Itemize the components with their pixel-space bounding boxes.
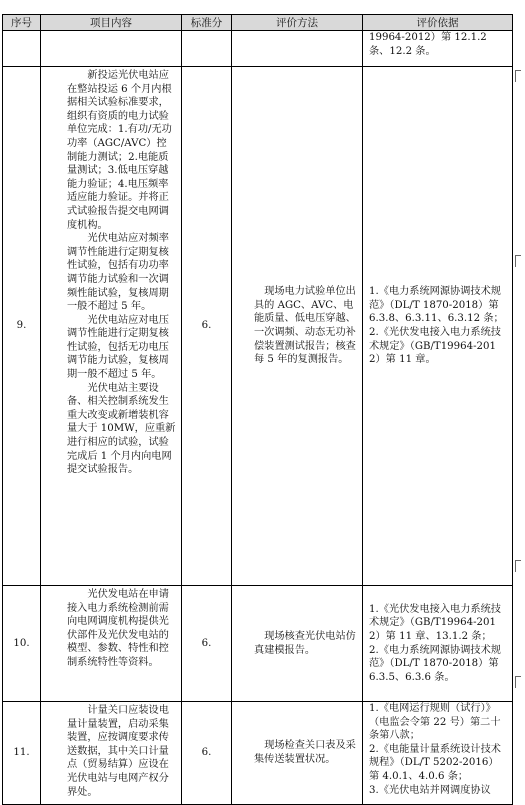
- item-content-cell: [41, 702, 182, 805]
- header-content: 项目内容: [41, 15, 182, 31]
- row-number: 11.: [3, 702, 41, 805]
- content-paragraph: 新投运光伏电站应在整站投运 6 个月内根据相关试验标准要求，组织有资质的电力试验单位完成：1.有功/无功功率（AGC/AVC）控制能力测试；2.电能质量测试；3.低电压穿越能力验证；4.电压频率适应能力验证。并将正式试验报告提交电网调度机构。: [67, 70, 172, 231]
- method-paragraph: 现场电力试验单位出具的 AGC、AVC、电能质量、低电压穿越、一次调频、动态无功补偿装置测试报告；核查每 5 年的复测报告。: [254, 286, 356, 366]
- content-paragraph: 光伏电站应对频率调节性能进行定期复核性试验，包括有功功率调节能力试验和一次调频性能试验，复核周期一般不超过 5 年。: [67, 233, 169, 313]
- basis-paragraph: 1.《电网运行规则（试行）》（电监会令第 22 号）第二十条第八款；: [369, 703, 501, 742]
- basis-paragraph: 1.《光伏发电接入电力系统技术规定》（GB/T19964-2012）第 11 章、13.1.2 条；: [369, 603, 501, 642]
- content-paragraph: 光伏电站应对电压调节性能进行定期复核性试验，包括无功电压调节能力试验，复核周期一般不超过 5 年。: [67, 314, 169, 381]
- basis-paragraph: 2.《电能量计量系统设计技术规程》（DL/T 5202-2016）第 4.0.1、4.0.6 条；: [369, 743, 501, 782]
- standard-score: [182, 31, 232, 67]
- table-header-row: [3, 15, 513, 31]
- evaluation-method-cell: [232, 586, 363, 702]
- basis-paragraph: 19964-2012）第 12.1.2 条、12.2 条。: [369, 32, 487, 57]
- item-content-cell: [41, 67, 182, 586]
- header-no: 序号: [3, 15, 41, 31]
- corner-mark: [515, 676, 521, 688]
- item-content-cell: [41, 586, 182, 702]
- corner-mark: [515, 255, 521, 267]
- table-row: [3, 586, 513, 702]
- method-paragraph: 现场核查光伏电站仿真建模报告。: [254, 630, 356, 656]
- header-standard: 标准分: [182, 15, 232, 31]
- item-content-cell: [41, 31, 182, 67]
- table-row: [3, 702, 513, 805]
- table-row: [3, 67, 513, 586]
- row-number: [3, 31, 41, 67]
- evaluation-basis-cell: [363, 586, 513, 702]
- content-paragraph: 计量关口应装设电量计量装置，启动采集装置，应按调度要求传送数据，其中关口计量点（贸易结算）应设在光伏电站与电网产权分界处。: [67, 705, 169, 798]
- standard-score: 6.: [182, 702, 232, 805]
- evaluation-basis-cell: [363, 31, 513, 67]
- row-number: 9.: [3, 67, 41, 586]
- basis-paragraph: 2.《光伏发电接入电力系统技术规定》（GB/T19964-2012）第 11 章。: [369, 327, 501, 366]
- content-paragraph: 光伏电站主要设备、相关控制系统发生重大改变或新增装机容量大于 10MW，应重新进行相应的试验，试验完成后 1 个月内向电网提交试验报告。: [67, 382, 176, 476]
- row-number: 10.: [3, 586, 41, 702]
- evaluation-method-cell: [232, 31, 363, 67]
- header-basis: 评价依据: [363, 15, 513, 31]
- evaluation-method-cell: [232, 702, 363, 805]
- header-method: 评价方法: [232, 15, 363, 31]
- evaluation-method-cell: [232, 67, 363, 586]
- corner-mark: [515, 70, 521, 82]
- basis-paragraph: 3.《光伏电站并网调度协议: [369, 784, 491, 796]
- method-paragraph: 现场检查关口表及采集传送装置状况。: [254, 740, 356, 765]
- corner-mark: [515, 560, 521, 572]
- standard-score: 6.: [182, 67, 232, 586]
- table-row: [3, 31, 513, 67]
- basis-paragraph: 1.《电力系统网源协调技术规范》（DL/T 1870-2018）第 6.3.8、6.3.11、6.3.12 条；: [369, 286, 504, 325]
- standard-score: 6.: [182, 586, 232, 702]
- content-paragraph: 光伏发电站在申请接入电力系统检测前需向电网调度机构提供光伏部件及光伏发电站的模型、参数、特性和控制系统特性等资料。: [67, 589, 169, 668]
- basis-paragraph: 2.《电力系统网源协调技术规范》（DL/T 1870-2018）第 6.3.5、6.3.6 条。: [369, 644, 501, 683]
- evaluation-table: [2, 14, 513, 805]
- evaluation-basis-cell: [363, 702, 513, 805]
- evaluation-basis-cell: [363, 67, 513, 586]
